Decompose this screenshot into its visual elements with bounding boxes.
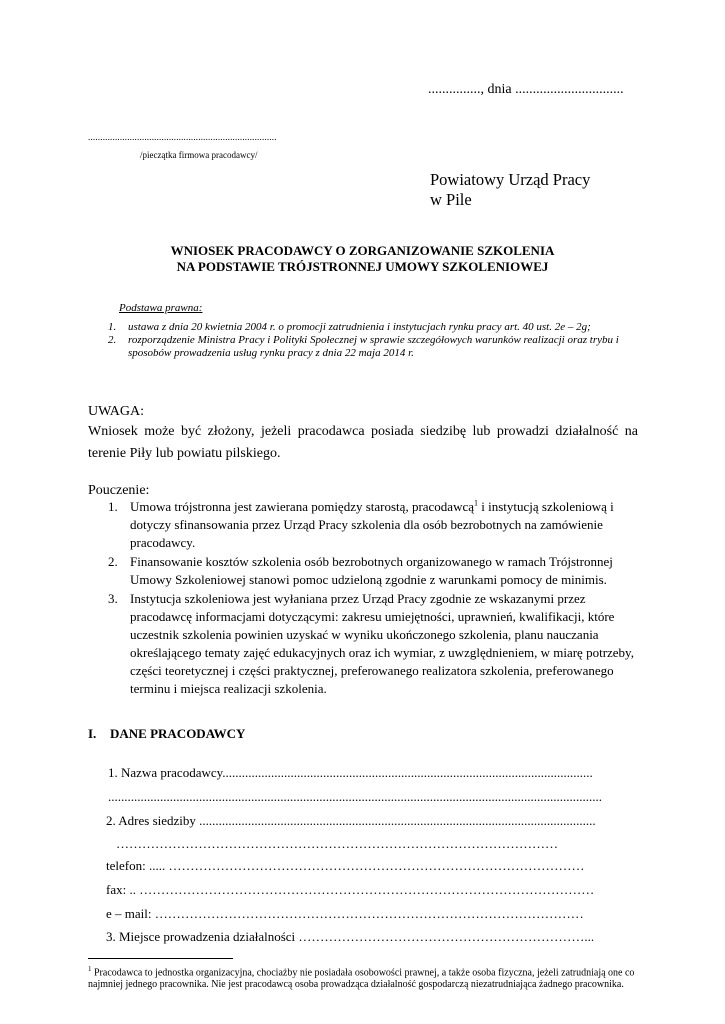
title-line-2: NA PODSTAWIE TRÓJSTRONNEJ UMOWY SZKOLENIOWEJ (176, 259, 549, 274)
date-line: ..............., dnia ............................... (428, 82, 624, 97)
address-field[interactable]: 2. Adres siedziby .......................................................................................................................... (106, 813, 596, 828)
list-number: 2. (108, 554, 118, 569)
employer-name-field-continued[interactable]: ........................................................................................................................................................ (108, 789, 602, 804)
document-title (0, 243, 725, 275)
employer-name-field[interactable]: 1. Nazwa pracodawcy.................................................................................................................. (108, 765, 593, 780)
pouczenie-heading: Pouczenie: (88, 483, 150, 498)
pouczenie-text: Umowa trójstronna jest zawierana pomiędzy starostą, pracodawcą$^1$ i instytucją szkoleniową i dotyczy sfinansowania przez Urząd Pracy szkolenia dla osób bezrobotnych na zamówienie pracodawcy. (130, 498, 614, 550)
section-heading (88, 726, 245, 742)
legal-basis-label: Podstawa prawna: (119, 302, 203, 314)
fax-field[interactable]: fax: .. …………………………………………………………………………………………… (106, 882, 595, 897)
uwaga-text: Wniosek może być złożony, jeżeli pracodawca posiada siedzibę lub prowadzi działalność na terenie Piły lub powiatu pilskiego. (88, 424, 638, 461)
list-number: 1. (108, 499, 118, 514)
phone-field[interactable]: telefon: ..... …………………………………………………………………………………… (106, 858, 585, 873)
business-location-field[interactable]: 3. Miejsce prowadzenia działalności …………………………………………………………... (106, 929, 595, 944)
footnote-separator (88, 958, 233, 959)
pouczenie-item (108, 590, 648, 698)
legal-basis-list (108, 321, 648, 360)
pouczenie-text: Finansowanie kosztów szkolenia osób bezrobotnych organizowanego w ramach Trójstronnej Umowy Szkoleniowej stanowi pomoc udzieloną zgodnie z warunkami pomocy de minimis. (130, 554, 613, 587)
recipient-line-2: w Pile (430, 190, 472, 209)
pouczenie-item (108, 553, 648, 589)
pouczenie-list (108, 498, 648, 699)
legal-basis-text: ustawa z dnia 20 kwietnia 2004 r. o promocji zatrudnienia i instytucjach rynku pracy art. 40 ust. 2e – 2g; (128, 321, 591, 333)
email-field[interactable]: e – mail: ……………………………………………………………………………………… (106, 906, 584, 921)
uwaga-heading: UWAGA: (88, 404, 144, 419)
pouczenie-text: Instytucja szkoleniowa jest wyłaniana przez Urząd Pracy zgodnie ze wskazanymi przez pracodawcę informacjami dotyczącymi: zakresu umiejętności, uprawnień, kwalifikacji, które uczestnik szkolenia powinien uzyskać w wyniku ukończonego szkolenia, planu nauczania określającego tematy zajęć edukacyjnych oraz ich wymiar, z uwzględnieniem, w miarę potrzeby, części teoretycznej i części praktycznej, preferowanego realizatora szkolenia, preferowanego terminu i miejsca realizacji szkolenia. (130, 591, 634, 696)
stamp-dotted-line: ............................................................................. (88, 132, 277, 142)
recipient-address (430, 170, 590, 210)
footnote-number: 1 (88, 965, 92, 973)
address-field-continued[interactable]: ………………………………………………………………………………………… (116, 836, 558, 851)
legal-basis-item (108, 334, 648, 360)
section-title: DANE PRACODAWCY (110, 726, 246, 741)
pouczenie-item (108, 498, 648, 552)
list-number: 2. (108, 334, 117, 346)
footnote: $^1$ Pracodawca to jednostka organizacyjna, chociażby nie posiadała osobowości prawnej, a także osoba fizyczna, jeżeli zatrudniają one co najmniej jednego pracownika. Nie jest pracodawcą osoba prowadząca działalność gospodarczą niezatrudniająca żadnego pracownika. (88, 965, 635, 991)
title-line-1: WNIOSEK PRACODAWCY O ZORGANIZOWANIE SZKOLENIA (170, 243, 555, 258)
list-number: 1. (108, 321, 117, 333)
legal-basis-text: rozporządzenie Ministra Pracy i Polityki Społecznej w sprawie szczegółowych warunków realizacji oraz trybu i sposobów prowadzenia usług rynku pracy z dnia 22 maja 2014 r. (128, 334, 619, 359)
stamp-label: /pieczątka firmowa pracodawcy/ (140, 150, 258, 160)
list-number: 3. (108, 591, 118, 606)
section-number: I. (88, 726, 97, 741)
footnote-ref: 1 (474, 498, 479, 508)
recipient-line-1: Powiatowy Urząd Pracy (430, 170, 591, 189)
legal-basis-item (108, 321, 648, 334)
